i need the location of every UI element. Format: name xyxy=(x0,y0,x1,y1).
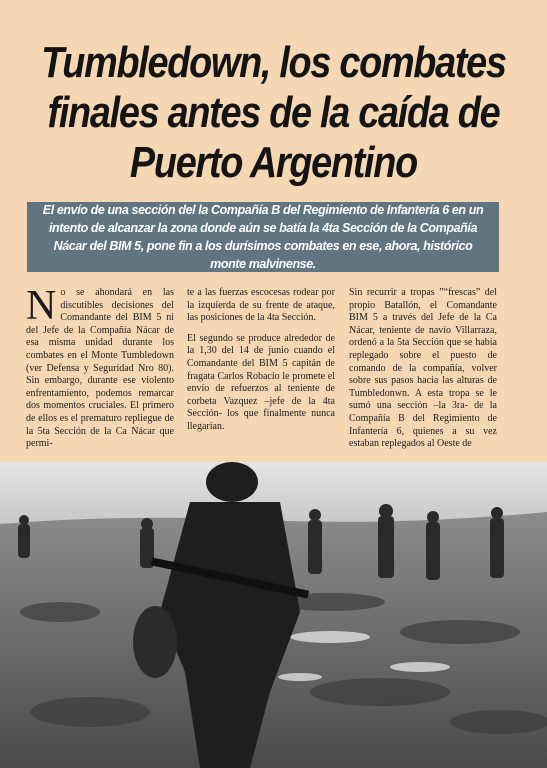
column-1-text-1: o se ahondará en las discutibles decisiones del Comandante del BIM 5 ni del Jefe de la Compañía Nácar de esa misma unidad durante los combates en el Monte Tumbledown (ver Defensa y Seguridad Nro 80). Sin embargo, durante ese violento enfrentamiento, podemos remarcar dos momentos cruciales. El primero de ellos es el prematuro repliegue de la 5ta Sección de la Ca Nácar que permi- xyxy=(26,287,174,450)
title-line-1: Tumbledown, los combates xyxy=(41,38,506,87)
title-line-2: finales antes de la caída de xyxy=(47,88,500,137)
column-2-paragraph-2: El segundo se produce alrededor de la 1,30 del 14 de junio cuando el Comandante del BIM 5 capitán de fragata Carlos Robacio le promete el envío de refuerzos al teniente de corbeta Vazquez –jefe de la 4ta Sección- los que finalmente nunca llegarían. xyxy=(187,332,335,432)
column-1-paragraph-1 xyxy=(26,283,174,451)
article-photo xyxy=(0,462,547,768)
lead-text: El envío de una sección del la Compañía B del Regimiento de Infantería 6 en un intento de alcanzar la zona donde aún se batía la 4ta Sección de la Compañía Nácar del BIM 5, pone fin a los durísimos combates en ese, ahora, histórico monte malvinense. xyxy=(42,203,484,271)
column-2 xyxy=(187,287,335,442)
column-3 xyxy=(349,287,497,459)
column-3-paragraph-1: Sin recurrir a tropas ”“frescas” del propio Batallón, el Comandante BIM 5 a través del Jefe de la Ca Nácar, teniente de navío Villarraza, ordenó a la 5ta Sección que se había replegado sobre el puesto de comando de la compañía, volver sobre sus pasos hacia las alturas de Tumbledonwn. A esta tropa se le sumó una sección –la 3ra- de la Compañía B del Regimiento de Infantería 6, quienes a su vez estaban replegados al Oeste de xyxy=(349,287,497,450)
title-line-3: Puerto Argentino xyxy=(129,138,417,187)
drop-cap: N xyxy=(26,283,57,329)
lead-box xyxy=(27,202,499,272)
soldiers-photo-illustration xyxy=(0,462,547,768)
column-2-paragraph-1: te a las fuerzas escocesas rodear por la izquierda de su frente de ataque, las posiciones de la 4ta Sección. xyxy=(187,287,335,324)
column-1 xyxy=(26,283,174,459)
article-title xyxy=(38,38,508,188)
